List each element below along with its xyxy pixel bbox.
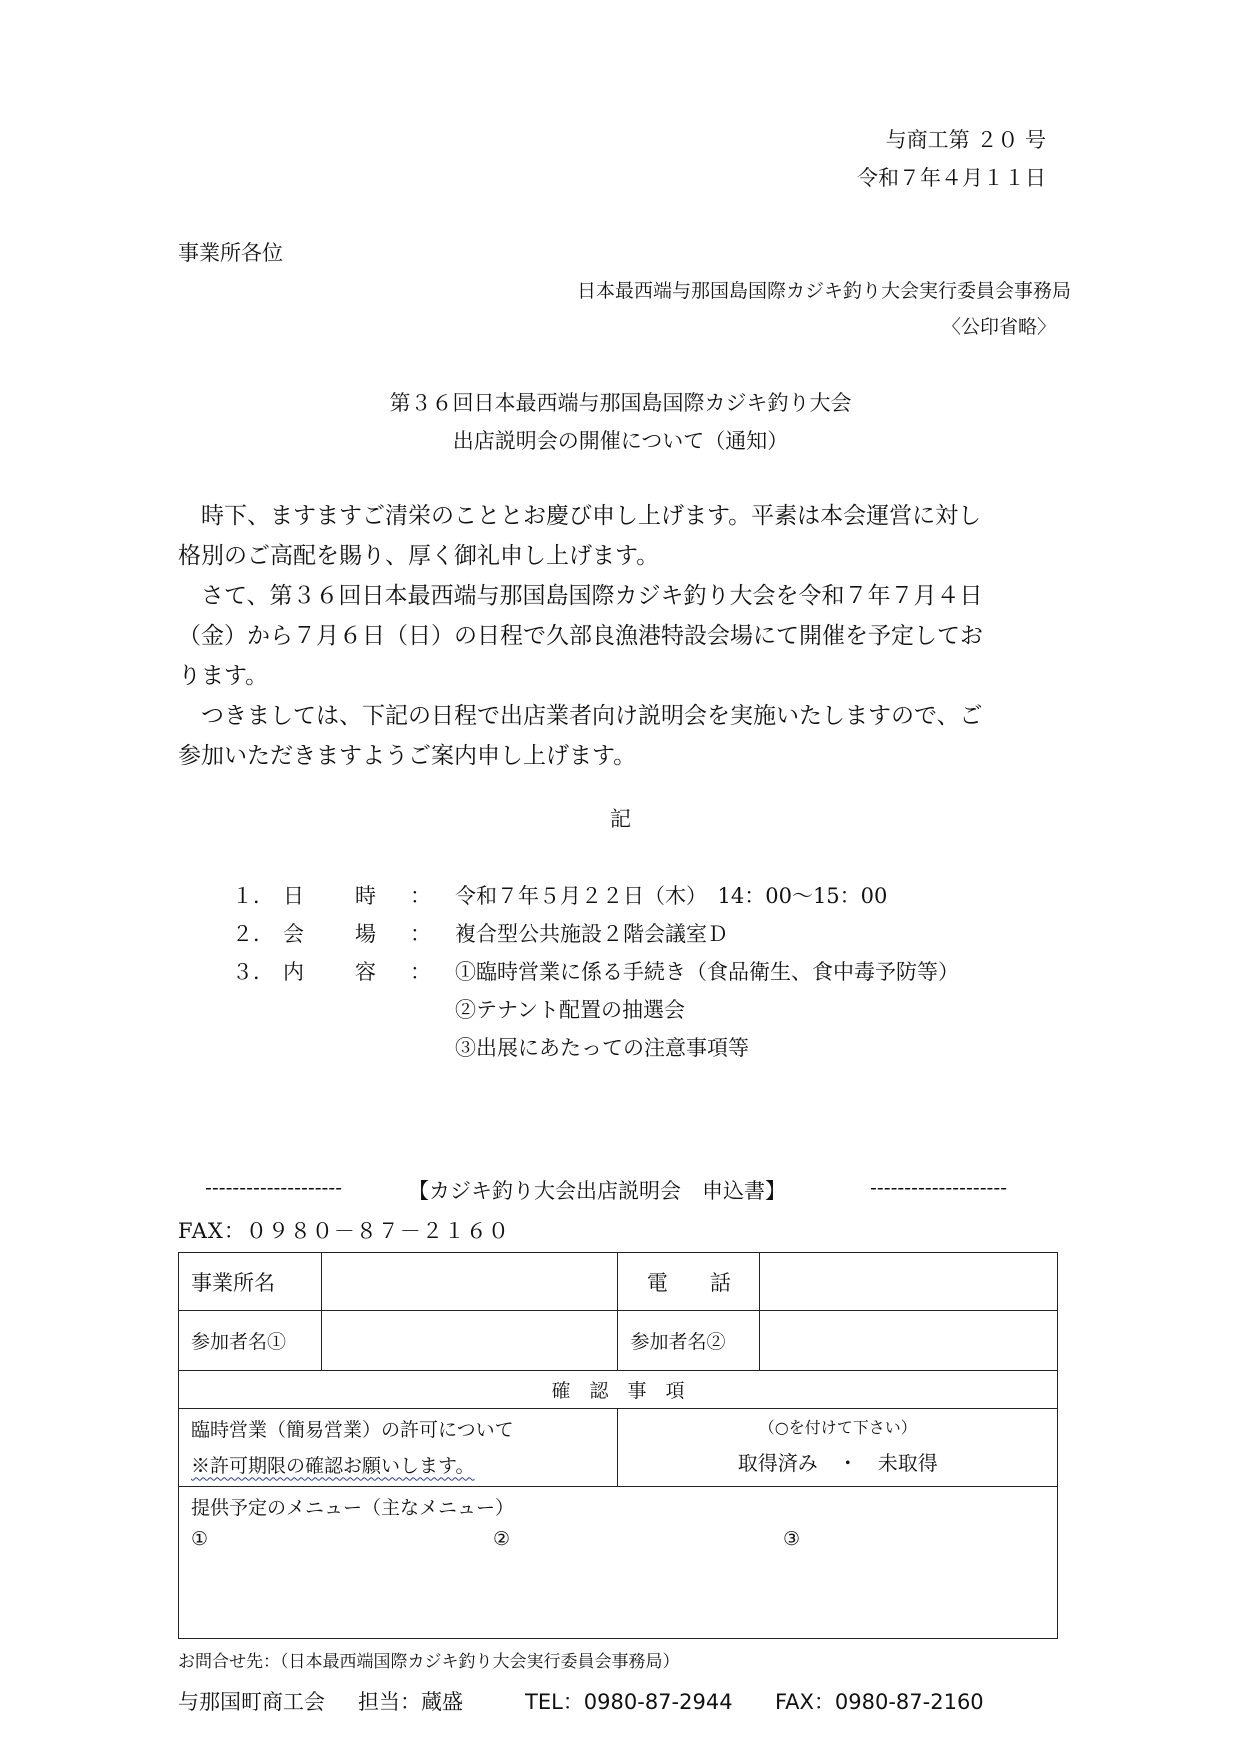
contact-person: 担当：蔵盛: [358, 1690, 463, 1714]
phone-field[interactable]: [760, 1253, 1058, 1311]
contact-label: お問合せ先：（日本最西端国際カジキ釣り大会実行委員会事務局）: [178, 1652, 680, 1672]
participant-1-label: 参加者名①: [179, 1311, 322, 1371]
permit-cell: [179, 1409, 618, 1487]
confirm-header: 確 認 事 項: [179, 1371, 1058, 1409]
application-form: [178, 1252, 1058, 1639]
detail-3-extra-2: ③出展にあたっての注意事項等: [455, 1036, 749, 1060]
permit-options[interactable]: 取得済み ・ 未取得: [737, 1450, 938, 1475]
contact-org: 与那国町商工会: [178, 1690, 325, 1714]
detail-3-label-a: 内: [283, 960, 304, 984]
body-p2-line3: ります。: [178, 663, 269, 689]
form-heading: 【カジキ釣り大会出店説明会 申込書】: [408, 1179, 786, 1203]
participant-1-field[interactable]: [321, 1311, 618, 1371]
detail-1-label-b: 時: [355, 884, 376, 908]
detail-1-colon: ：: [410, 884, 431, 908]
body-p1-line2: 格別のご高配を賜り、厚く御礼申し上げます。: [178, 543, 660, 569]
detail-2-colon: ：: [410, 922, 431, 946]
detail-2-num: ２．: [232, 922, 274, 946]
title-line-2: 出店説明会の開催について（通知）: [452, 429, 789, 453]
permit-line-2: ※許可期限の確認お願いします。: [191, 1454, 475, 1477]
permit-line-1: 臨時営業（簡易営業）の許可について: [191, 1418, 514, 1441]
menu-cell: [179, 1487, 1058, 1639]
detail-1-value: 令和７年５月２２日（木） 14：00〜15：00: [455, 884, 888, 908]
detail-2-value: 複合型公共施設２階会議室Ｄ: [455, 922, 728, 946]
menu-item-2[interactable]: ②: [493, 1528, 511, 1550]
participant-2-field[interactable]: [760, 1311, 1058, 1371]
permit-status-cell: [618, 1409, 1058, 1487]
document-number: 与商工第 ２０ 号: [885, 128, 1046, 152]
business-name-label: 事業所名: [179, 1253, 322, 1311]
body-p3-line2: 参加いただきますようご案内申し上げます。: [178, 743, 637, 769]
body-p3-line1: つきましては、下記の日程で出店業者向け説明会を実施いたしますので、ご: [201, 703, 983, 729]
detail-3-label-b: 容: [355, 960, 376, 984]
menu-label: 提供予定のメニュー（主なメニュー）: [191, 1497, 515, 1519]
contact-tel: TEL：0980-87-2944: [525, 1690, 733, 1714]
detail-3-extra-1: ②テナント配置の抽選会: [455, 998, 685, 1022]
menu-item-1[interactable]: ①: [191, 1528, 209, 1550]
detail-1-label-a: 日: [283, 884, 304, 908]
menu-item-3[interactable]: ③: [783, 1528, 801, 1550]
detail-3-num: ３．: [232, 960, 274, 984]
document-date: 令和７年４月１１日: [857, 166, 1046, 190]
detail-2-label-b: 場: [355, 922, 376, 946]
body-p1-line1: 時下、ますますご清栄のこととお慶び申し上げます。平素は本会運営に対し: [201, 503, 982, 529]
form-dashes-right: --------------------: [870, 1177, 1008, 1199]
phone-label: 電 話: [618, 1253, 760, 1311]
participant-2-label: 参加者名②: [618, 1311, 760, 1371]
circle-note: （○を付けて下さい）: [758, 1417, 917, 1437]
detail-1-num: １．: [232, 884, 274, 908]
sender-organization: 日本最西端与那国島国際カジキ釣り大会実行委員会事務局: [576, 280, 1071, 302]
body-p2-line1: さて、第３６回日本最西端与那国島国際カジキ釣り大会を令和７年７月４日: [201, 583, 983, 609]
body-text: [178, 496, 1058, 776]
form-fax: FAX：０９８０－８７－２１６０: [178, 1219, 510, 1243]
seal-note: 〈公印省略〉: [941, 316, 1056, 338]
detail-3-value: ①臨時営業に係る手続き（食品衛生、食中毒予防等）: [455, 960, 959, 984]
business-name-field[interactable]: [321, 1253, 618, 1311]
title-line-1: 第３６回日本最西端与那国島国際カジキ釣り大会: [389, 391, 852, 415]
recipient: 事業所各位: [178, 241, 283, 265]
form-dashes-left: --------------------: [205, 1177, 343, 1199]
ki-heading: 記: [610, 807, 631, 831]
body-p2-line2: （金）から７月６日（日）の日程で久部良漁港特設会場にて開催を予定してお: [178, 623, 983, 649]
detail-2-label-a: 会: [283, 922, 304, 946]
detail-3-colon: ：: [410, 960, 431, 984]
contact-fax: FAX：0980-87-2160: [775, 1690, 984, 1714]
